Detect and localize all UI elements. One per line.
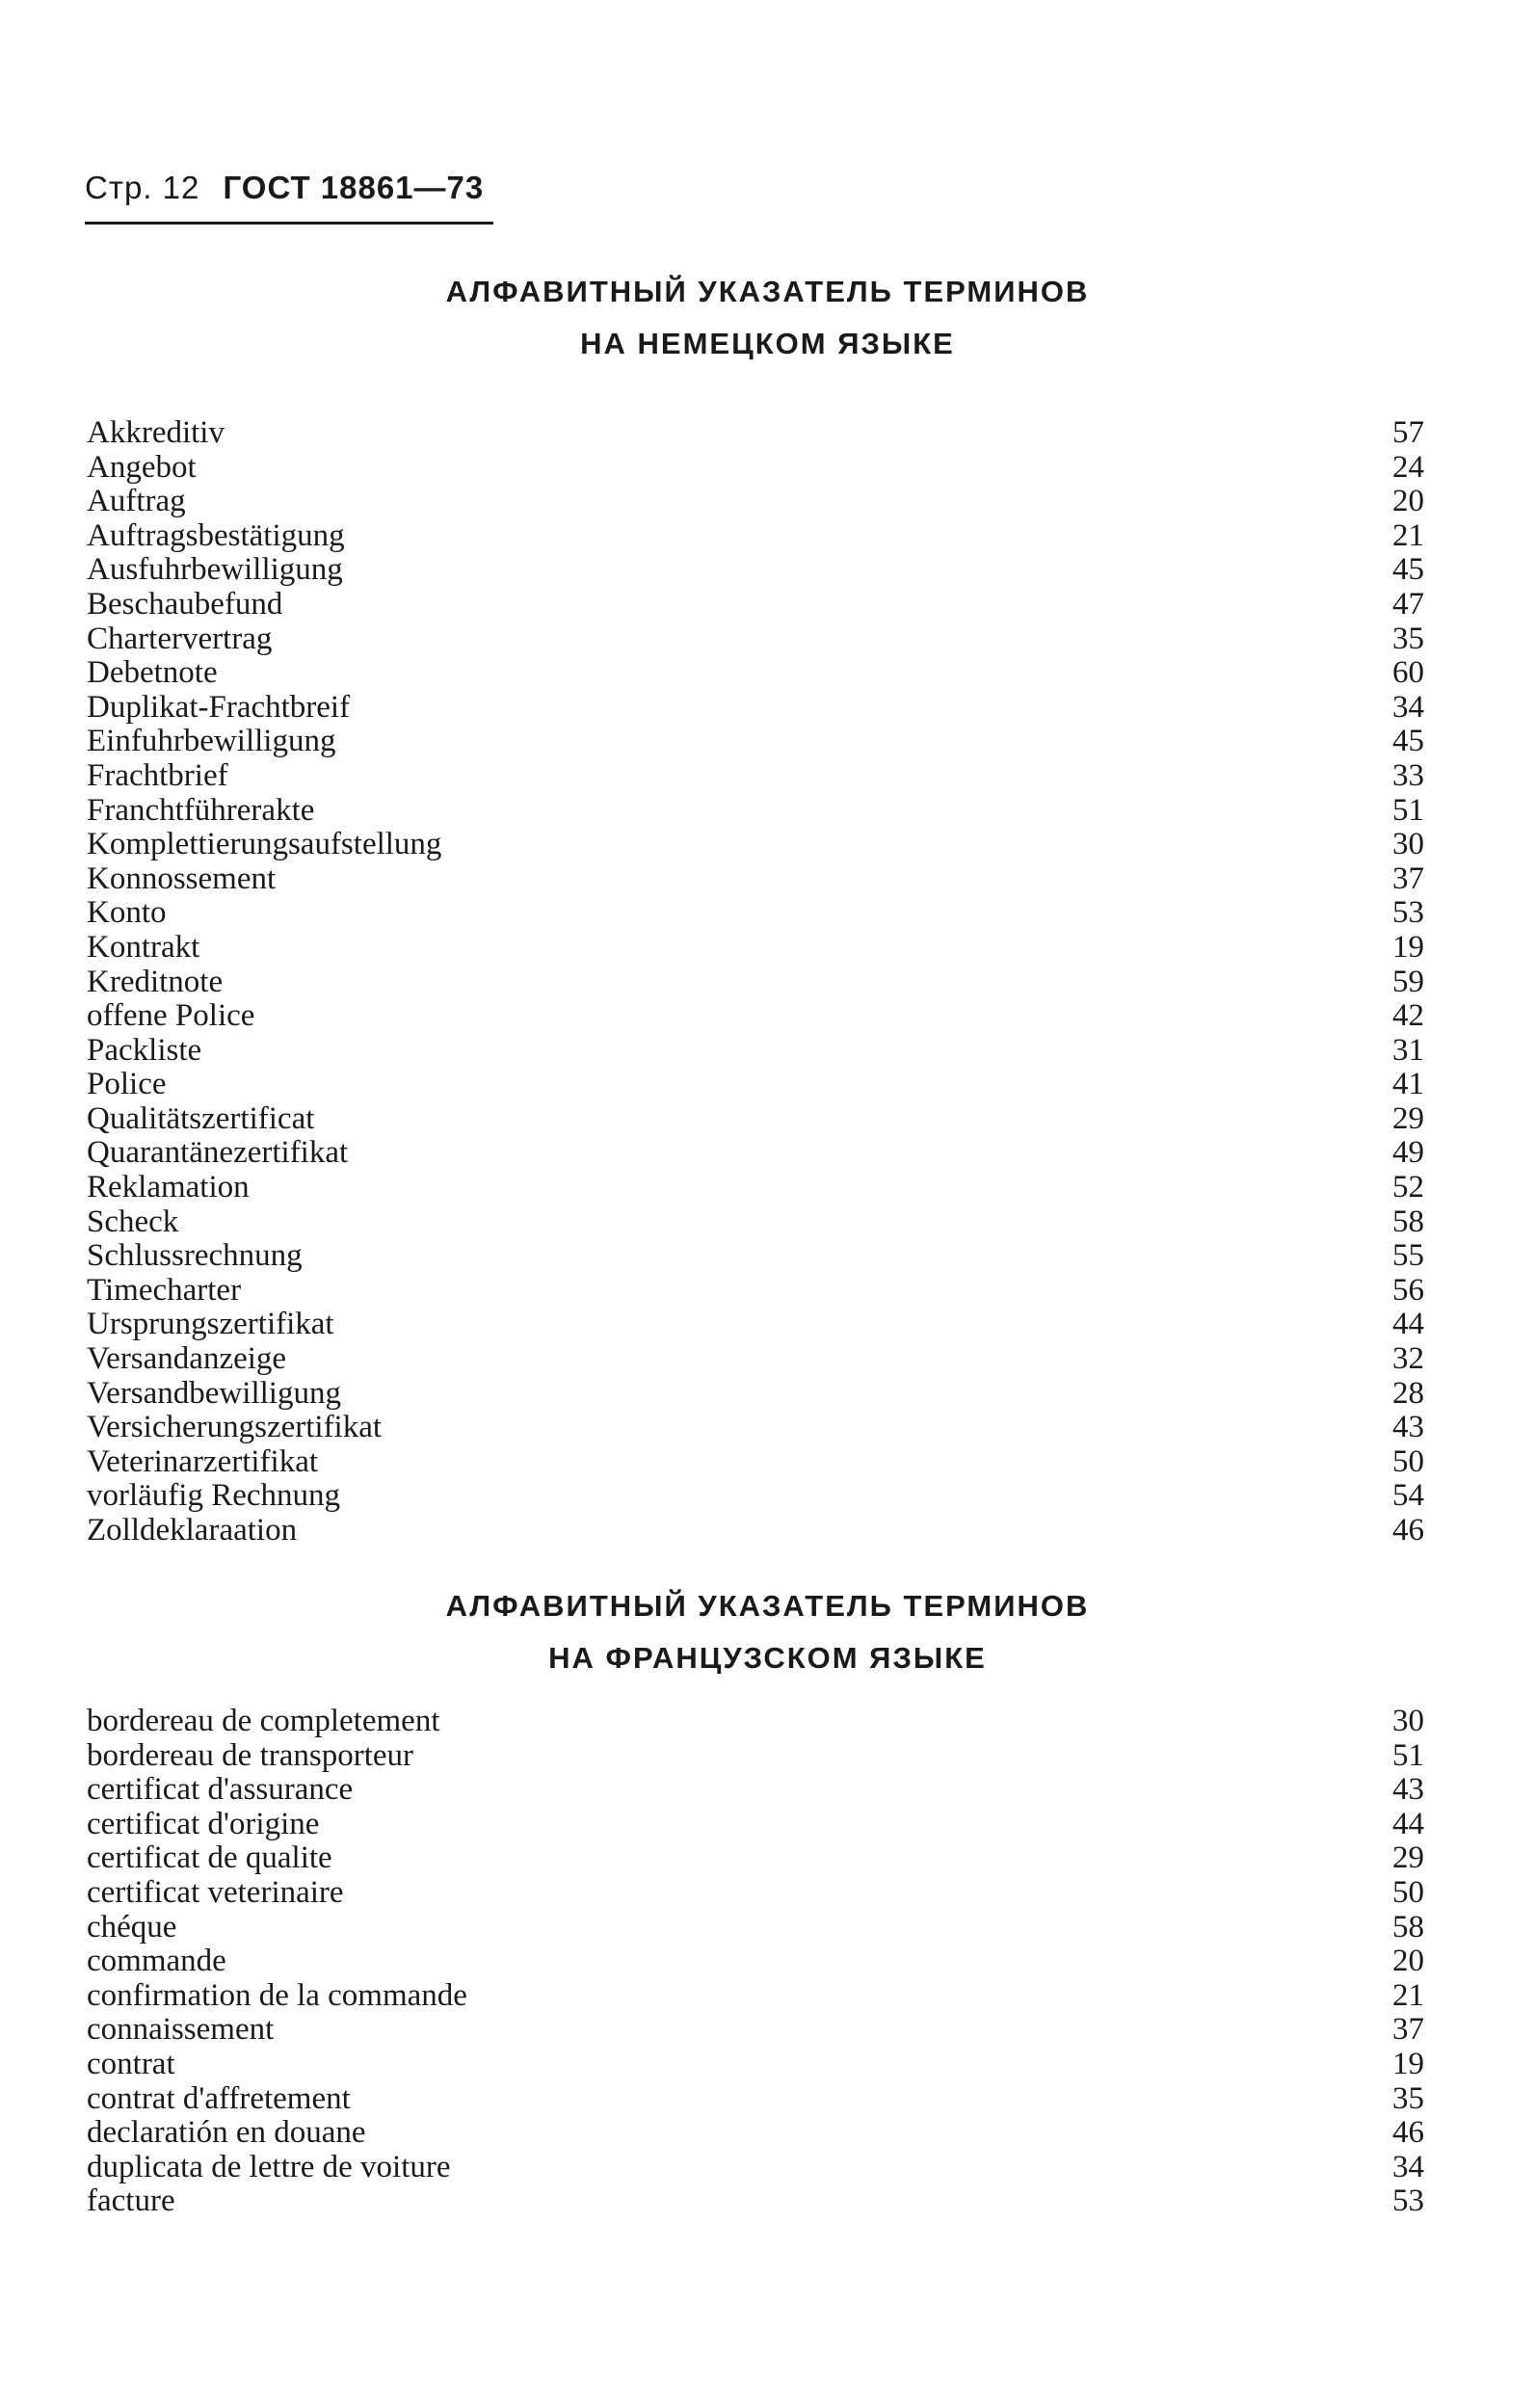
index-term: Einfuhrbewilligung [87,724,336,759]
index-term-number: 21 [1392,1977,1424,2013]
index-term-number: 58 [1392,1204,1424,1239]
index-term: Timecharter [87,1272,242,1308]
index-entry [85,794,1424,829]
index-term-number: 20 [1392,484,1424,519]
index-term: Angebot [87,449,197,485]
index-term-number: 19 [1392,2046,1424,2081]
german-index-title [0,266,1535,370]
index-term: contrat [87,2046,175,2081]
index-term: Packliste [87,1032,202,1068]
index-entry [85,1239,1424,1274]
index-entry [85,1171,1424,1205]
index-term-number: 24 [1392,449,1424,485]
index-term: bordereau de completement [87,1704,440,1738]
index-term: declaratión en douane [87,2115,366,2151]
index-term: chéque [87,1909,177,1945]
index-entry [85,1773,1424,1808]
index-entry [85,2082,1424,2117]
index-term: Versandbewilligung [87,1375,341,1411]
index-term-number: 45 [1392,552,1424,588]
index-term: Auftrag [87,484,186,519]
index-entry [85,966,1424,1000]
index-entry [85,1808,1424,1842]
index-term: Auftragsbestätigung [87,517,345,553]
index-term-number: 44 [1392,1307,1424,1342]
index-entry [85,2048,1424,2082]
index-entry [85,725,1424,759]
index-term-number: 56 [1392,1272,1424,1308]
index-term-number: 60 [1392,655,1424,691]
index-term-number: 47 [1392,586,1424,622]
index-term-number: 34 [1392,2149,1424,2184]
index-term: Chartervertrag [87,621,273,656]
index-term-number: 21 [1392,517,1424,553]
index-entry [85,931,1424,966]
index-entry [85,451,1424,486]
index-term: Franchtführerakte [87,792,315,828]
index-term: Komplettierungsaufstellung [87,827,442,862]
index-term: connaissement [87,2012,275,2048]
index-entry [85,1911,1424,1945]
french-index-list [85,1705,1424,2219]
index-entry [85,759,1424,794]
index-term: Beschaubefund [87,586,283,622]
index-entry [85,2151,1424,2185]
index-term: confirmation de la commande [87,1977,467,2013]
index-entry [85,1102,1424,1137]
index-term-number: 37 [1392,2012,1424,2048]
index-term-number: 51 [1392,1737,1424,1773]
index-term: Qualitätszertificat [87,1100,315,1136]
index-term: bordereau de transporteur [87,1737,414,1773]
index-term: certificat de qualite [87,1840,332,1876]
index-term-number: 29 [1392,1100,1424,1136]
index-term-number: 32 [1392,1341,1424,1377]
index-term-number: 37 [1392,860,1424,896]
index-term-number: 59 [1392,964,1424,999]
index-entry [85,1979,1424,2014]
index-term: Debetnote [87,655,218,691]
index-entry [85,1136,1424,1171]
index-entry [85,1411,1424,1445]
index-term-number: 30 [1392,827,1424,862]
page-header [85,170,484,206]
index-term: Kontrakt [87,929,200,965]
index-entry [85,2184,1424,2219]
index-term: duplicata de lettre de voiture [87,2149,451,2184]
index-term: certificat d'assurance [87,1772,354,1808]
index-term-number: 42 [1392,998,1424,1034]
index-term-number: 30 [1392,1704,1424,1738]
index-entry [85,1377,1424,1412]
index-term-number: 20 [1392,1944,1424,1979]
index-term-number: 54 [1392,1478,1424,1514]
index-term: Scheck [87,1204,179,1239]
index-term-number: 28 [1392,1375,1424,1411]
index-entry [85,999,1424,1034]
index-term-number: 57 [1392,415,1424,450]
index-entry [85,553,1424,588]
index-term-number: 34 [1392,689,1424,725]
title-line: АЛФАВИТНЫЙ УКАЗАТЕЛЬ ТЕРМИНОВ [445,1589,1090,1623]
index-term-number: 46 [1392,2115,1424,2151]
index-entry [85,1034,1424,1069]
page-number: Стр. 12 [85,170,200,205]
index-entry [85,416,1424,451]
index-term: Schlussrechnung [87,1238,303,1274]
index-term: Versicherungszertifikat [87,1410,383,1445]
title-line: АЛФАВИТНЫЙ УКАЗАТЕЛЬ ТЕРМИНОВ [445,275,1090,308]
index-entry [85,656,1424,691]
index-term: Konto [87,895,167,931]
index-term-number: 43 [1392,1410,1424,1445]
index-entry [85,2013,1424,2048]
index-entry [85,1342,1424,1377]
index-term: Frachtbrief [87,757,228,793]
german-index-list [85,416,1424,1548]
index-term-number: 50 [1392,1443,1424,1479]
index-entry [85,1705,1424,1739]
index-term: contrat d'affretement [87,2080,351,2116]
index-term: commande [87,1944,226,1979]
index-term: Ausfuhrbewilligung [87,552,343,588]
index-term-number: 35 [1392,2080,1424,2116]
index-entry [85,485,1424,519]
index-entry [85,1205,1424,1240]
standard-code: ГОСТ 18861—73 [223,170,485,205]
index-term-number: 55 [1392,1238,1424,1274]
index-term-number: 41 [1392,1067,1424,1102]
french-index-title [0,1580,1535,1684]
index-entry [85,1445,1424,1480]
index-entry [85,691,1424,726]
index-term: facture [87,2183,175,2219]
index-term: Ursprungszertifikat [87,1307,334,1342]
index-term-number: 19 [1392,929,1424,965]
index-term: Akkreditiv [87,415,225,450]
index-entry [85,1479,1424,1514]
index-entry [85,1308,1424,1342]
index-entry [85,1945,1424,1979]
index-term: Kreditnote [87,964,224,999]
index-entry [85,1068,1424,1102]
index-term-number: 29 [1392,1840,1424,1876]
index-term: Zolldeklaraation [87,1513,298,1548]
index-term: certificat d'origine [87,1806,320,1841]
index-term-number: 33 [1392,757,1424,793]
index-term-number: 46 [1392,1513,1424,1548]
index-entry [85,896,1424,931]
index-term-number: 31 [1392,1032,1424,1068]
title-line: НА ФРАНЦУЗСКОМ ЯЗЫКЕ [548,1641,987,1675]
index-entry [85,828,1424,862]
header-rule [85,222,493,225]
index-term-number: 50 [1392,1874,1424,1910]
index-term-number: 43 [1392,1772,1424,1808]
index-entry [85,1739,1424,1774]
index-term: Veterinarzertifikat [87,1443,319,1479]
index-entry [85,1841,1424,1876]
index-term-number: 35 [1392,621,1424,656]
index-term: Quarantänezertifikat [87,1135,349,1171]
index-term-number: 51 [1392,792,1424,828]
index-term: Police [87,1067,167,1102]
index-term-number: 53 [1392,2183,1424,2219]
index-term: Konnossement [87,860,277,896]
index-term: Versandanzeige [87,1341,287,1377]
index-entry [85,1876,1424,1911]
index-entry [85,588,1424,622]
index-term: Reklamation [87,1170,250,1205]
index-entry [85,519,1424,554]
index-term: certificat veterinaire [87,1874,344,1910]
index-term: offene Police [87,998,255,1034]
index-term-number: 45 [1392,724,1424,759]
index-entry [85,2116,1424,2151]
index-term-number: 58 [1392,1909,1424,1945]
index-term-number: 53 [1392,895,1424,931]
index-term-number: 44 [1392,1806,1424,1841]
index-entry [85,622,1424,657]
index-entry [85,1274,1424,1309]
index-term: vorläufig Rechnung [87,1478,341,1514]
index-term: Duplikat-Frachtbreif [87,689,351,725]
title-line: НА НЕМЕЦКОМ ЯЗЫКЕ [580,327,955,360]
index-term-number: 49 [1392,1135,1424,1171]
index-entry [85,1514,1424,1548]
index-term-number: 52 [1392,1170,1424,1205]
index-entry [85,862,1424,897]
